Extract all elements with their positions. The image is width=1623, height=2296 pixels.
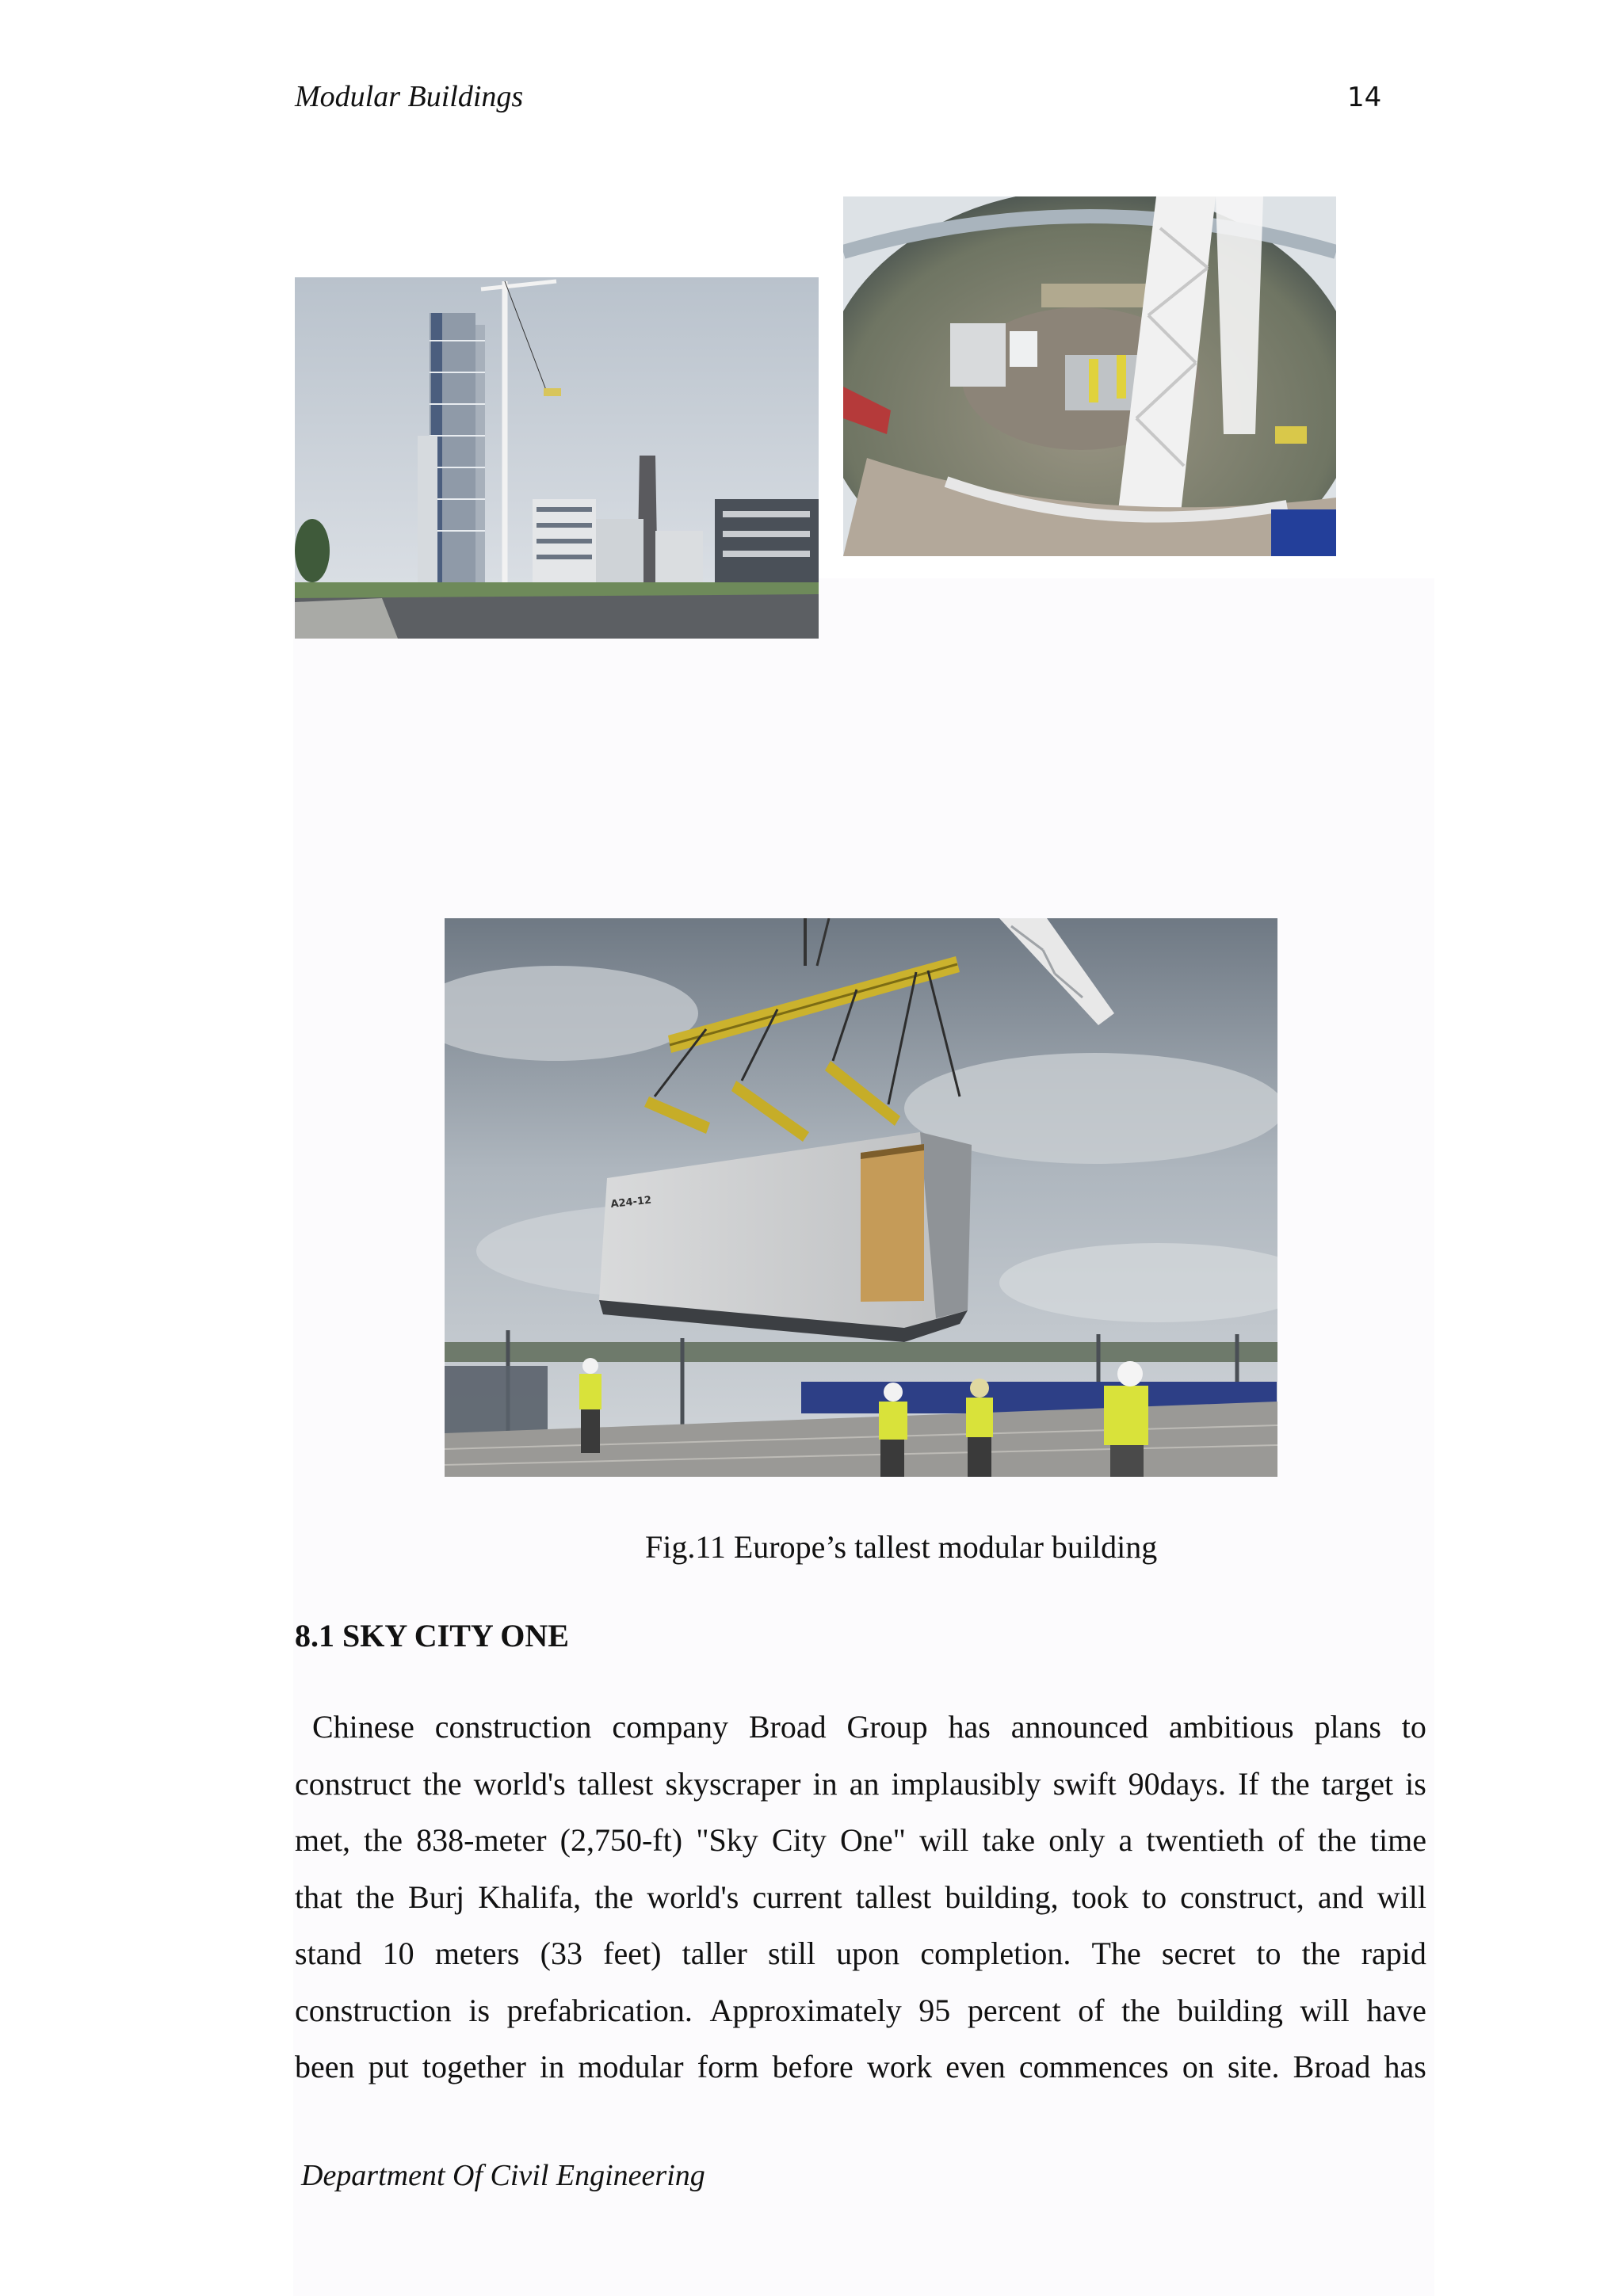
body-word: form (697, 2049, 759, 2084)
body-paragraph (295, 1699, 1426, 2096)
body-word: construction (434, 1709, 592, 1745)
body-line (295, 2039, 1426, 2096)
body-word: to (1141, 1878, 1167, 1915)
body-word: building (1177, 1992, 1283, 2028)
body-word: will (1300, 1992, 1350, 2028)
body-word: the (1270, 1765, 1310, 1802)
body-word: even (945, 2049, 1006, 2084)
body-word: before (772, 2049, 854, 2084)
body-word: skyscraper (665, 1765, 801, 1802)
photo-fisheye-crane-view (843, 196, 1336, 556)
section-heading: 8.1 SKY CITY ONE (295, 1618, 569, 1653)
body-word: has (1384, 2049, 1426, 2084)
body-word: a (1118, 1822, 1133, 1858)
body-word: 95 (918, 1992, 951, 2028)
body-word: in (812, 1765, 838, 1802)
body-word: the (1317, 1822, 1357, 1858)
page-footer: Department Of Civil Engineering (301, 2159, 705, 2192)
body-word: announced (1010, 1709, 1148, 1745)
body-word: construction (295, 1992, 452, 2028)
body-word: and (1317, 1878, 1364, 1915)
body-word: swift (1052, 1765, 1117, 1802)
body-word: (2,750-ft) (559, 1822, 683, 1858)
body-word: One" (839, 1822, 906, 1858)
body-word: (33 (540, 1936, 582, 1971)
body-word: Khalifa, (478, 1878, 582, 1915)
body-word: Burj (408, 1878, 465, 1915)
body-line (295, 1925, 1426, 1982)
body-word: will (1377, 1878, 1426, 1915)
body-word: is (468, 1992, 491, 2028)
body-word: the (364, 1822, 403, 1858)
body-word: company (612, 1709, 728, 1745)
body-word: still (767, 1936, 815, 1971)
body-word: together (422, 2049, 526, 2084)
body-word: prefabrication. (506, 1992, 693, 2028)
body-word: building, (945, 1878, 1059, 1915)
body-word: plans (1314, 1709, 1381, 1745)
body-word: completion. (920, 1936, 1071, 1971)
body-word: site. (1227, 2049, 1280, 2084)
body-word: Group (846, 1709, 928, 1745)
body-word: If (1238, 1765, 1259, 1802)
body-word: to (1401, 1709, 1426, 1745)
body-word: world's (647, 1878, 739, 1915)
body-word: tallest (577, 1765, 654, 1802)
body-word: been (295, 2049, 355, 2084)
body-word: put (368, 2049, 409, 2084)
page-number: 14 (1347, 82, 1382, 113)
body-word: percent (967, 1992, 1061, 2028)
body-line (295, 1756, 1426, 1813)
body-word: modular (578, 2049, 684, 2084)
body-word: only (1048, 1822, 1106, 1858)
body-word: took (1071, 1878, 1128, 1915)
body-word: taller (682, 1936, 747, 1971)
photo-module-lifted-by-crane (445, 918, 1277, 1477)
body-word: of (1078, 1992, 1105, 2028)
body-word: feet) (603, 1936, 662, 1971)
body-word: time (1369, 1822, 1426, 1858)
running-header-title: Modular Buildings (295, 80, 524, 113)
body-word: City (771, 1822, 827, 1858)
body-word: 10 (382, 1936, 414, 1971)
body-word: met, (295, 1822, 350, 1858)
body-word: the (1301, 1936, 1341, 1971)
body-word: work (866, 2049, 933, 2084)
body-line (295, 1982, 1426, 2039)
body-word: current (752, 1878, 842, 1915)
body-word: commences (1018, 2049, 1169, 2084)
body-word: in (540, 2049, 565, 2084)
body-word: construct, (1180, 1878, 1304, 1915)
body-line (295, 1699, 1426, 1756)
body-word: ambitious (1168, 1709, 1294, 1745)
body-word: Chinese (312, 1709, 414, 1745)
body-word: 838-meter (416, 1822, 547, 1858)
body-word: "Sky (696, 1822, 758, 1858)
body-line (295, 1812, 1426, 1869)
body-word: tallest (855, 1878, 932, 1915)
body-word: implausibly (891, 1765, 1041, 1802)
body-word: construct (295, 1765, 411, 1802)
photo-tower-under-construction (295, 277, 819, 639)
body-word: stand (295, 1936, 362, 1971)
body-word: the (356, 1878, 395, 1915)
body-word: Broad (748, 1709, 827, 1745)
body-word: Approximately (709, 1992, 902, 2028)
body-word: secret (1161, 1936, 1236, 1971)
body-word: on (1182, 2049, 1214, 2084)
body-word: The (1091, 1936, 1141, 1971)
body-word: the (422, 1765, 462, 1802)
body-word: twentieth (1146, 1822, 1265, 1858)
module-label: A24-12 (609, 1194, 652, 1211)
body-word: an (849, 1765, 880, 1802)
body-word: meters (434, 1936, 520, 1971)
body-word: rapid (1361, 1936, 1426, 1971)
body-word: upon (836, 1936, 900, 1971)
figure-caption: Fig.11 Europe’s tallest modular building (645, 1529, 1158, 1565)
body-word: have (1366, 1992, 1426, 2028)
body-word: Broad (1293, 2049, 1371, 2084)
body-word: take (982, 1822, 1036, 1858)
body-word: target (1321, 1765, 1394, 1802)
body-line (295, 1869, 1426, 1926)
body-word: that (295, 1878, 342, 1915)
body-word: the (1121, 1992, 1160, 2028)
body-word: world's (473, 1765, 566, 1802)
body-word: of (1277, 1822, 1304, 1858)
body-word: 90days. (1128, 1765, 1226, 1802)
body-word: has (948, 1709, 991, 1745)
body-word: to (1256, 1936, 1281, 1971)
body-word: the (594, 1878, 634, 1915)
body-word: is (1405, 1765, 1426, 1802)
body-word: will (919, 1822, 969, 1858)
